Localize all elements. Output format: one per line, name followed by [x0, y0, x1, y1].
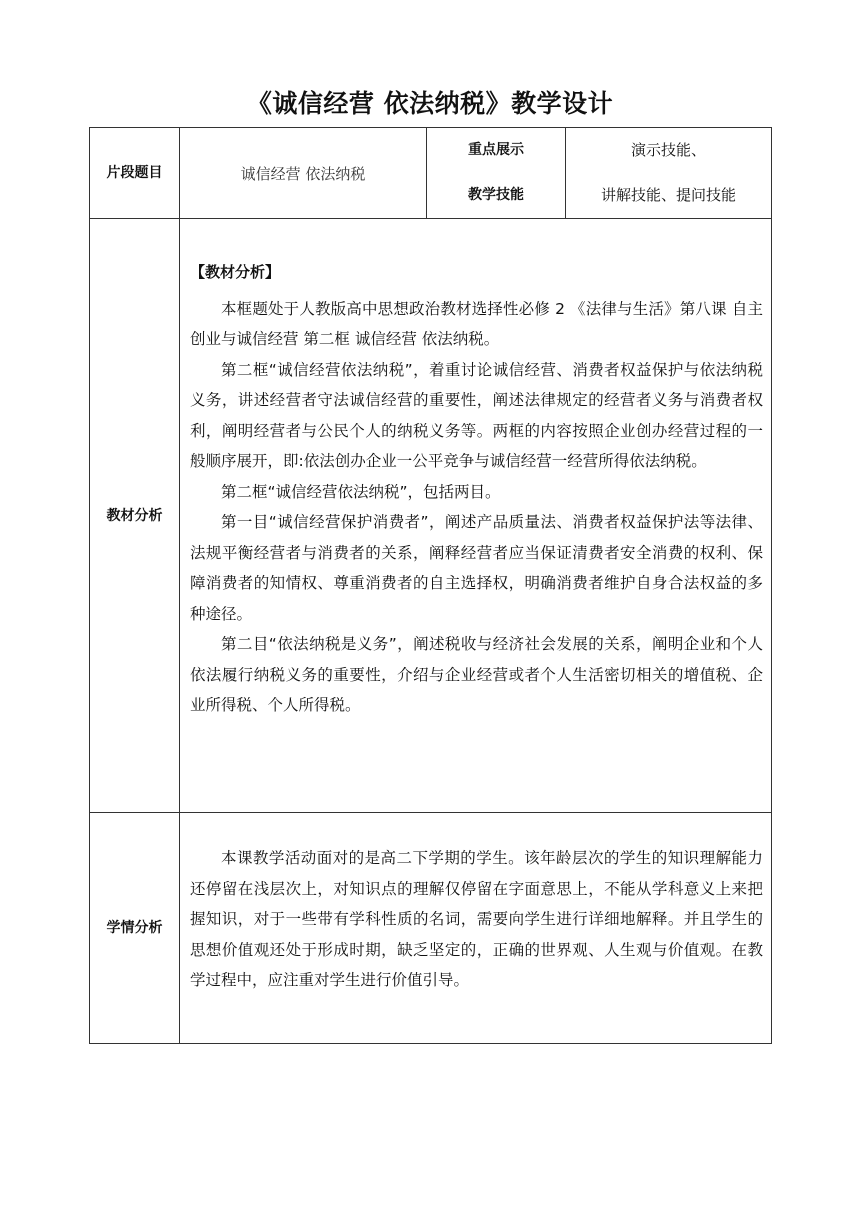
header-row — [90, 128, 772, 219]
students-label-cell — [90, 813, 180, 1044]
students-row — [90, 813, 772, 1044]
material-content — [180, 219, 772, 813]
key-skills-label — [427, 128, 566, 219]
key-skills-label-line2: 教学技能 — [468, 187, 524, 203]
material-paragraph: 本框题处于人教版高中思想政治教材选择性必修 2 《法律与生活》第八课 自主创业与诚信经营 第二框 诚信经营 依法纳税。 — [190, 299, 763, 348]
material-paragraph: 第二框“诚信经营依法纳税”，着重讨论诚信经营、消费者权益保护与依法纳税义务，讲述经营者守法诚信经营的重要性，阐述法律规定的经营者义务与消费者权利，阐明经营者与公民个人的纳税义务等。两框的内容按照企业创办经营过程的一般顺序展开，即:依法创办企业一公平竞争与诚信经营一经营所得依法纳税。 — [190, 360, 763, 470]
material-paragraph: 第二框“诚信经营依法纳税”，包括两目。 — [221, 482, 501, 501]
lesson-plan-table — [89, 127, 772, 1044]
skills-value — [566, 128, 772, 219]
segment-label: 片段题目 — [90, 128, 180, 219]
page-title: 《诚信经营 依法纳税》教学设计 — [246, 89, 614, 118]
skills-value-line1: 演示技能、 — [630, 141, 706, 159]
material-paragraph: 第二目“依法纳税是义务”，阐述税收与经济社会发展的关系，阐明企业和个人依法履行纳税义务的重要性，介绍与企业经营或者个人生活密切相关的增值税、企业所得税、个人所得税。 — [190, 635, 763, 714]
segment-topic: 诚信经营 依法纳税 — [180, 128, 427, 219]
students-content — [180, 813, 772, 1044]
material-heading: 【教材分析】 — [190, 263, 281, 281]
material-paragraph: 第一目“诚信经营保护消费者”，阐述产品质量法、消费者权益保护法等法律、法规平衡经营者与消费者的关系，阐释经营者应当保证清费者安全消费的权利、保障消费者的知情权、尊重消费者的自主选择权，明确消费者维护自身合法权益的多种途径。 — [190, 513, 763, 623]
students-paragraph: 本课教学活动面对的是高二下学期的学生。该年龄层次的学生的知识理解能力还停留在浅层次上，对知识点的理解仅停留在字面意思上，不能从学科意义上来把握知识，对于一些带有学科性质的名词，需要向学生进行详细地解释。并且学生的思想价值观还处于形成时期，缺乏坚定的，正确的世界观、人生观与价值观。在教学过程中，应注重对学生进行价值引导。 — [190, 849, 763, 989]
skills-value-line2: 讲解技能、提问技能 — [600, 186, 736, 204]
material-label: 教材分析 — [90, 219, 180, 813]
material-row — [90, 219, 772, 813]
students-label: 学情分析 — [106, 920, 163, 936]
key-skills-label-line1: 重点展示 — [468, 142, 524, 158]
